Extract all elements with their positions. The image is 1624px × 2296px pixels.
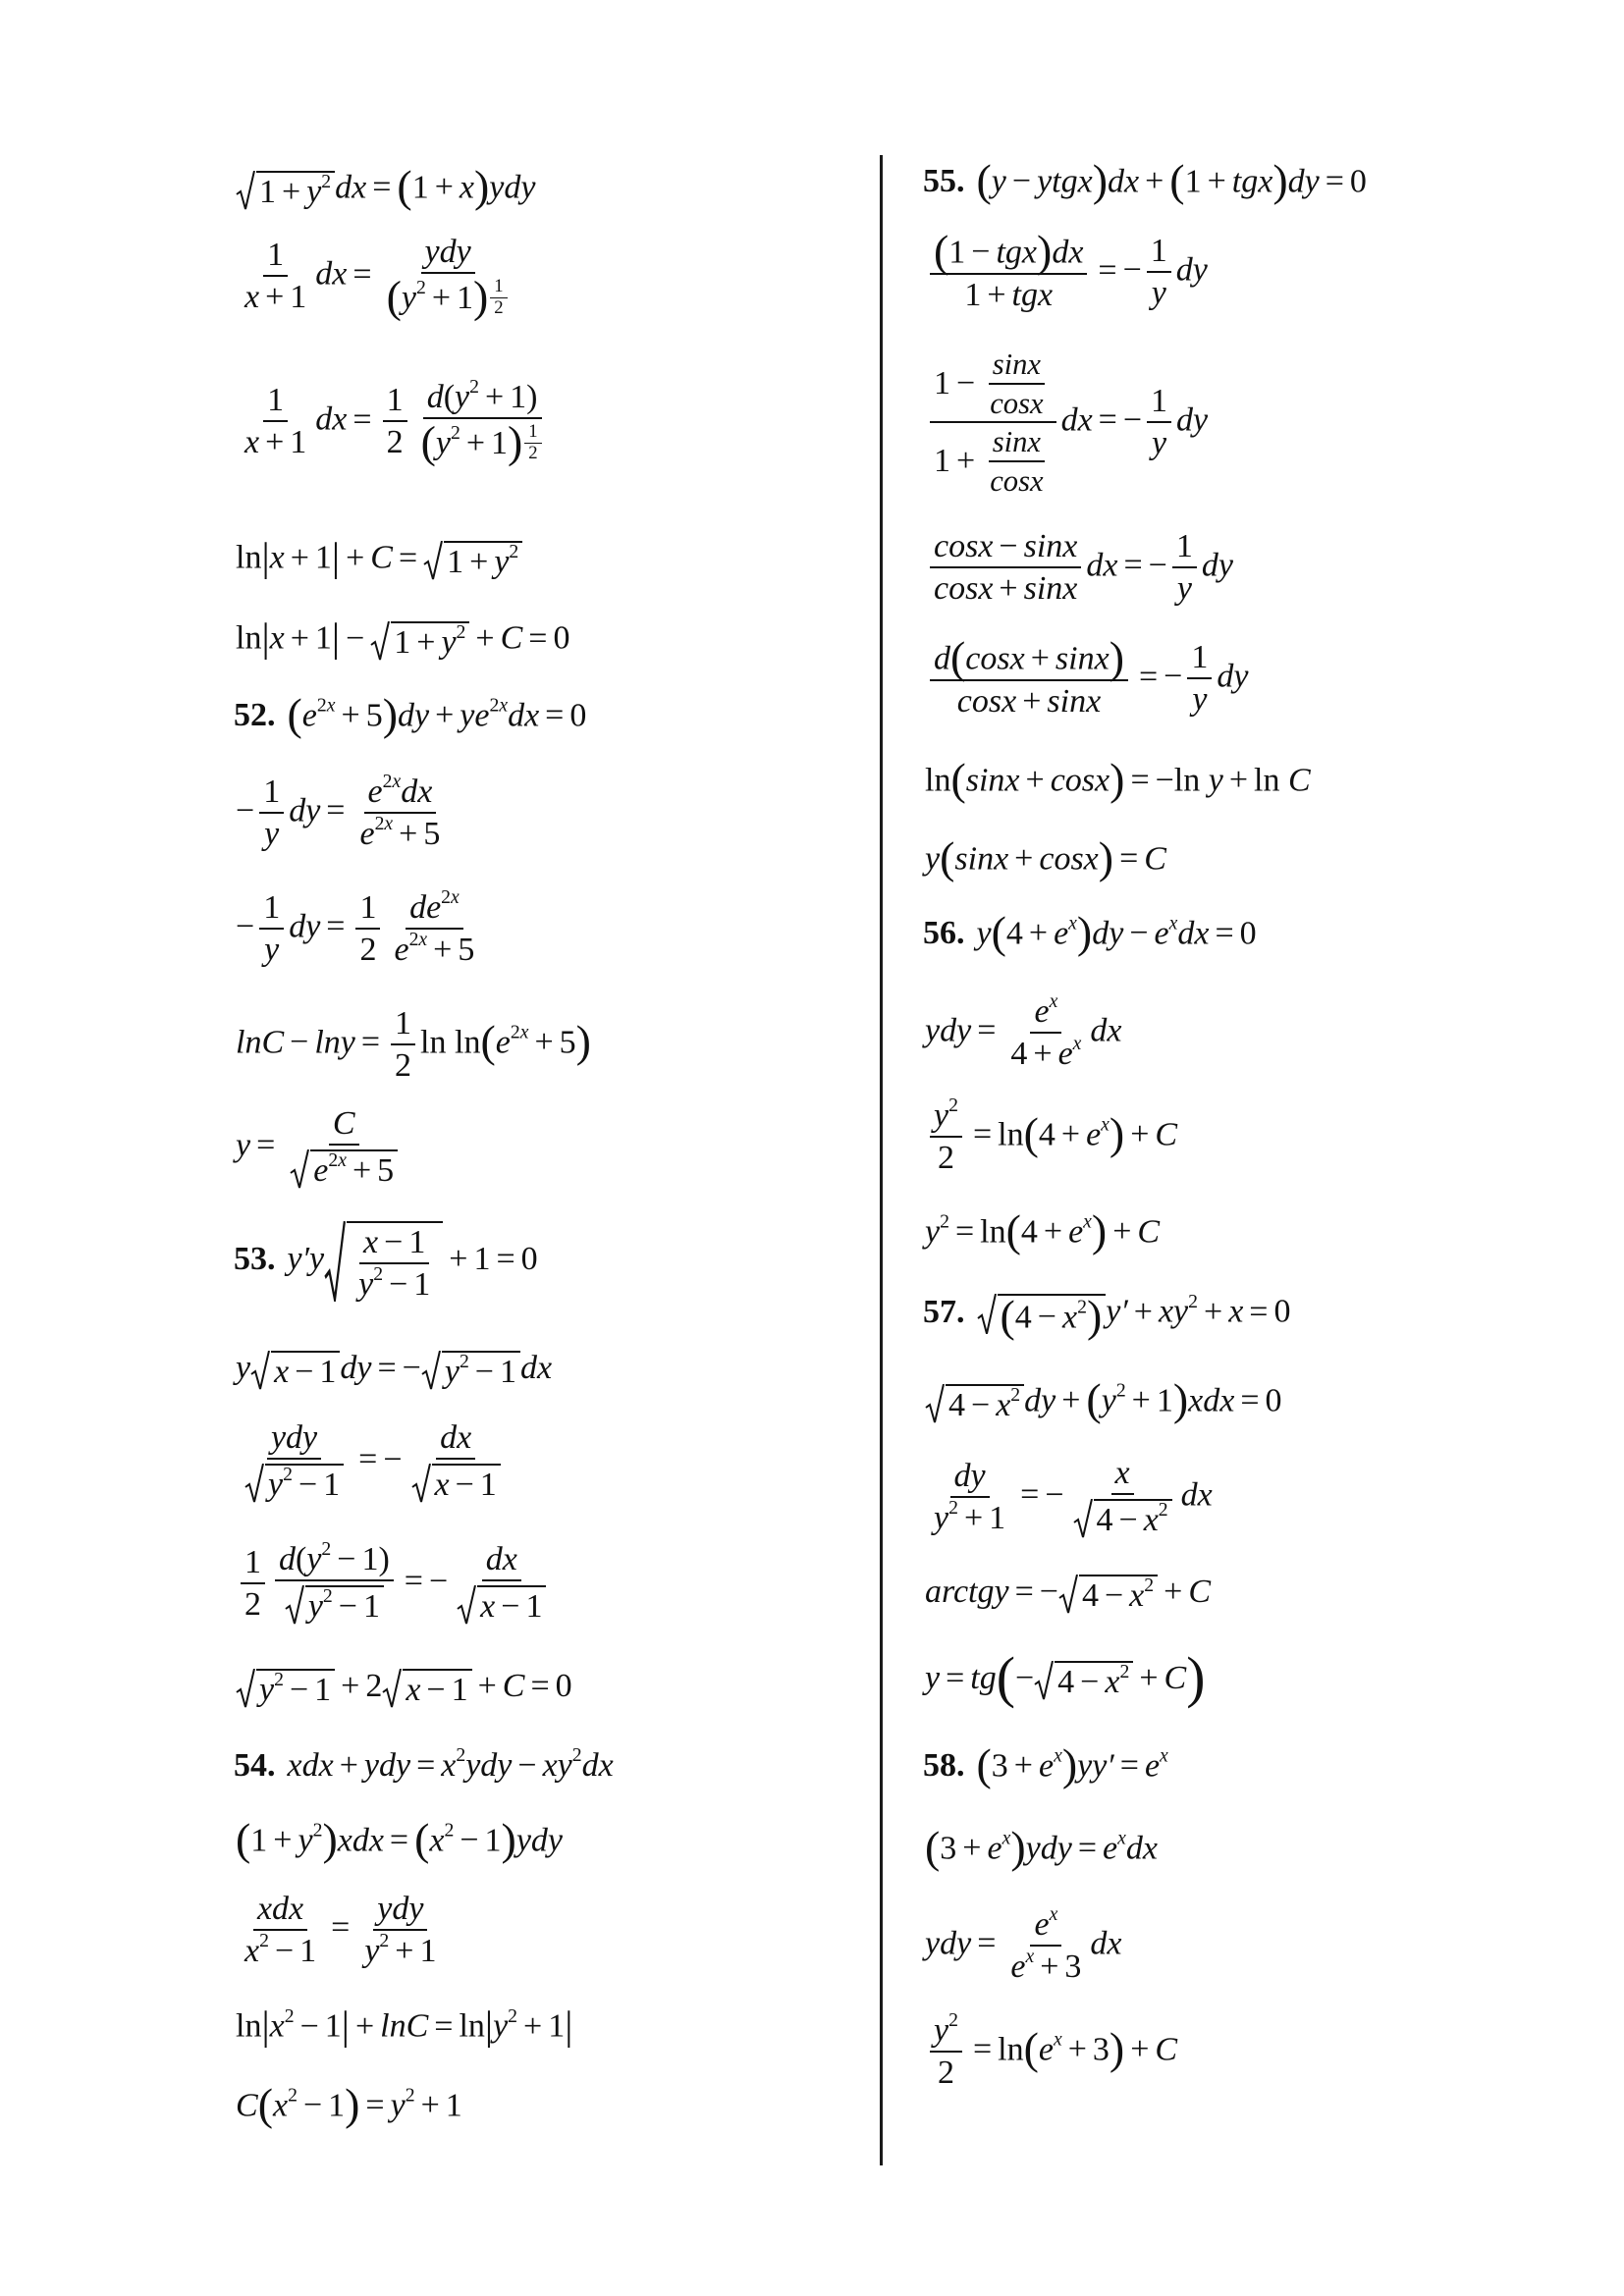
- equation-line: $\frac{d(\cos x + \sin x)}{\cos x + \sin x}$ = − $\frac{1}{y}$ dy: [925, 640, 1248, 719]
- problem-52: 52. $(e^{2x} + 5)dy + ye^{2x}dx = 0$: [234, 689, 587, 739]
- equation-line: $\frac{1}{x + 1}$ dx = ydy $(y^2 + 1)$ $\frac{1}{2}$: [236, 236, 518, 317]
- problem-number: 57.: [923, 1293, 965, 1330]
- equation-line: ln|x + 1| + C = $1 + y^2$: [236, 538, 522, 580]
- equation-line: y = tg(− $4 - x^2$ + C): [925, 1645, 1206, 1709]
- problem-56: 56. $y(4 + e^x)dy - e^xdx = 0$: [923, 907, 1257, 957]
- equation-line: $(1 + y^2)xdx = (x^2 - 1)ydy$: [236, 1814, 564, 1864]
- equation-line: $y^2 = \ln(4 + e^x) + C$: [925, 1205, 1161, 1255]
- problem-number: 55.: [923, 163, 965, 200]
- problem-57: 57. $(4 - x^2)$ $y' + xy^2 + x = 0$: [923, 1290, 1291, 1341]
- equation-line: $\frac{\text{xdx}}{x^2 - 1}$ = $\frac{\text{ydy}}{y^2 + 1}$: [244, 1891, 437, 1969]
- equation-line: $\frac{1}{x + 1}$ dx = $\frac{1}{2}$ $d(y^2 + 1)$ $(y^2 + 1)$ $\frac{1}{2}$: [236, 381, 553, 462]
- problem-55: 55. (y − ytgx)dx + (1 + tgx)dy = 0: [923, 155, 1367, 205]
- equation-line: $1 + y^2$ dx = (1 + x)ydy: [236, 169, 535, 210]
- equation-line: $\frac{1}{2}$ $\frac{d(y^2 - 1)}{y^2 - 1}$ = − $\frac{dx}{x - 1}$: [236, 1543, 555, 1625]
- equation-line: ydy = $\frac{e^x}{4 + e^x}$ dx: [925, 990, 1122, 1072]
- column-divider: [880, 155, 883, 2165]
- equation-line: $\frac{y^2}{2}$ = $\ln(4 + e^x) + C$: [925, 1099, 1177, 1175]
- equation-line: $\frac{\text{(1 − tgx)dx}}{\text{1 + tgx}}$ = − $\frac{1}{y}$ dy: [925, 234, 1208, 312]
- equation-line: $y^2 - 1$ + 2 x − 1 + C = 0: [236, 1669, 572, 1708]
- equation-line: $\ln|x^2 - 1| + \ln C = \ln|y^2 + 1|$: [236, 2003, 573, 2048]
- equation-line: $(3 + e^x)ydy = e^xdx$: [925, 1822, 1158, 1872]
- equation-line: $4 - x^2$ dy + $(y^2 + 1)xdx = 0$: [925, 1382, 1282, 1423]
- equation-line: y x − 1 dy = − $y^2 - 1$ dx: [236, 1349, 553, 1390]
- equation-line: − $\frac{1}{y}$ dy = $\frac{e^{2x}dx}{e^{2x} + 5}$: [236, 771, 441, 852]
- problem-number: 52.: [234, 697, 276, 734]
- equation-line: $C(x^2 - 1) = y^2 + 1$: [236, 2079, 462, 2129]
- equation-line: ydy = $\frac{e^x}{e^x + 3}$ dx: [925, 1903, 1122, 1985]
- equation-line: ln(sinx + cosx) = −ln y + ln C: [925, 754, 1311, 804]
- problem-number: 53.: [234, 1240, 276, 1277]
- problem-number: 56.: [923, 915, 965, 952]
- equation-line: $\frac{dy}{y^2 + 1}$ = − $\frac{x}{4 - x^2}$ dx: [934, 1455, 1213, 1538]
- equation-line: − $\frac{1}{y}$ dy = $\frac{1}{2}$ $\frac{de^{2x}}{e^{2x} + 5}$: [236, 886, 475, 968]
- equation-line: $\frac{\cos x - \sin x}{\cos x + \sin x}$ dx = − $\frac{1}{y}$ dy: [925, 530, 1233, 606]
- problem-number: 54.: [234, 1747, 276, 1784]
- problem-54: 54. xdx + ydy = $x^2ydy - xy^2dx$: [234, 1744, 614, 1784]
- equation-line: lnC − lny = $\frac{1}{2}$ $\ln \ln(e^{2x} + 5)$: [236, 1005, 591, 1084]
- equation-line: 1 − $\frac{\sin x}{\cos x}$ 1 + $\frac{\sin x}{\cos x}$ dx = − $\frac{1}{y}$ dy: [925, 349, 1208, 496]
- problem-58: 58. $(3 + e^x)yy' = e^x$: [923, 1739, 1168, 1789]
- problem-number: 58.: [923, 1747, 965, 1785]
- equation-line: y = $\frac{C}{e^{2x} + 5}$: [236, 1107, 406, 1189]
- equation-line: arctgy = − $4 - x^2$ + C: [925, 1573, 1211, 1614]
- equation-line: ln|x + 1| − $1 + y^2$ + C = 0: [236, 615, 570, 661]
- equation-line: $\frac{y^2}{2}$ = $\ln(e^x + 3) + C$: [925, 2014, 1177, 2090]
- problem-53: 53. y′y $\frac{x - 1}{y^2 - 1}$ + 1 = 0: [234, 1221, 538, 1302]
- equation-line: $\frac{\text{ydy}}{y^2 - 1}$ = − $\frac{dx}{x - 1}$: [236, 1421, 510, 1503]
- equation-line: y(sinx + cosx) = C: [925, 832, 1166, 882]
